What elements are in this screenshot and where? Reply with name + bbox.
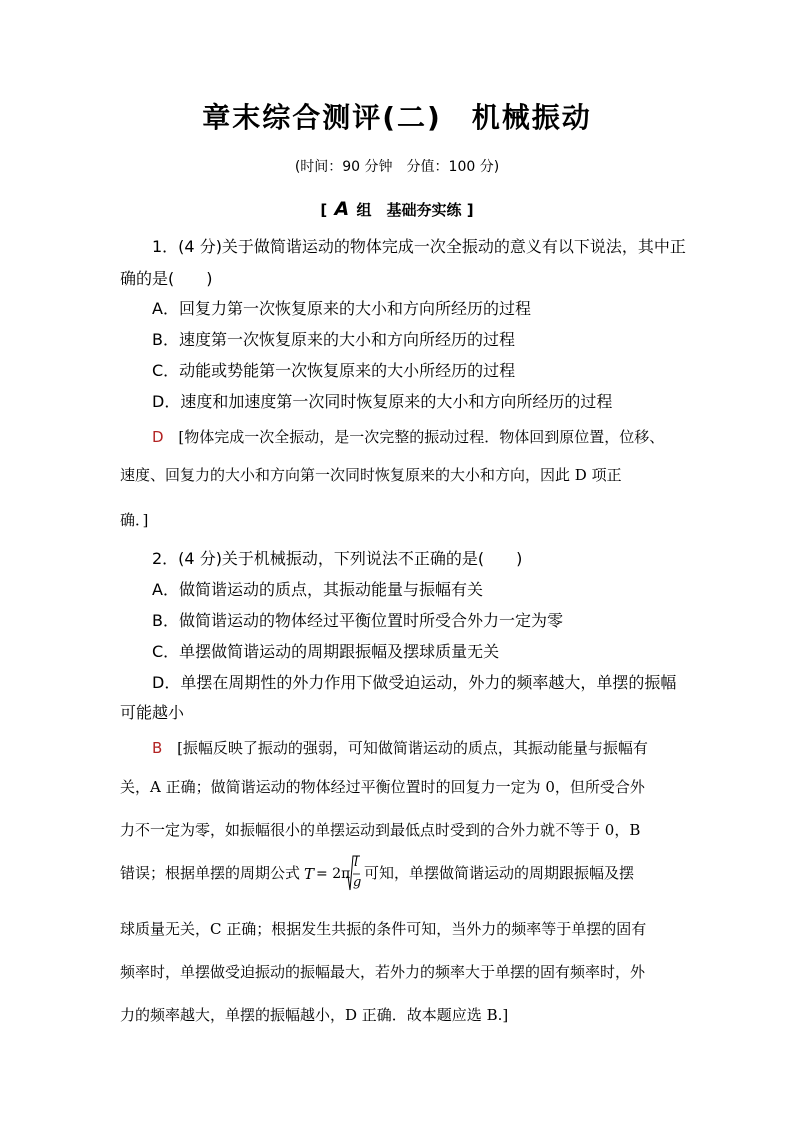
q1-explanation-line1 bbox=[152, 426, 664, 447]
q1-stem-line1: 1．(4 分)关于做简谐运动的物体完成一次全振动的意义有以下说法，其中正 bbox=[152, 237, 686, 256]
q2-option-d-line2: 可能越小 bbox=[120, 703, 185, 722]
pendulum-period-formula bbox=[304, 854, 360, 894]
q2-stem: 2．(4 分)关于机械振动，下列说法不正确的是( ) bbox=[152, 549, 523, 568]
group-label: 组 基础夯实练 bbox=[356, 201, 462, 219]
q2-option-a: A．做简谐运动的质点，其振动能量与振幅有关 bbox=[152, 580, 483, 599]
q2-exp-text1: [振幅反映了振动的强弱，可知做简谐运动的质点，其振动能量与振幅有 bbox=[177, 739, 648, 757]
title-sub: 机械振动 bbox=[471, 101, 592, 134]
q2-exp-text4-post: 可知，单摆做简谐运动的周期跟振幅及摆 bbox=[364, 864, 635, 882]
formula-t: T bbox=[304, 865, 315, 883]
title-main: 章末综合测评(二) bbox=[202, 101, 442, 134]
q2-answer-key: B bbox=[152, 739, 163, 757]
formula-denominator: g bbox=[353, 875, 362, 890]
q1-option-a: A．回复力第一次恢复原来的大小和方向所经历的过程 bbox=[152, 299, 531, 318]
q2-explanation-line5: 球质量无关，C 正确；根据发生共振的条件可知，当外力的频率等于单摆的固有 bbox=[120, 920, 647, 938]
page-title bbox=[0, 96, 794, 136]
q2-explanation-line2: 关，A 正确；做简谐运动的物体经过平衡位置时的回复力一定为 0，但所受合外 bbox=[120, 778, 645, 796]
group-letter: A bbox=[334, 198, 350, 220]
q1-option-d: D．速度和加速度第一次同时恢复原来的大小和方向所经历的过程 bbox=[152, 392, 613, 411]
formula-numerator: l bbox=[354, 855, 359, 870]
q1-option-b: B．速度第一次恢复原来的大小和方向所经历的过程 bbox=[152, 330, 515, 349]
q1-exp-text1: [物体完成一次全振动，是一次完整的振动过程．物体回到原位置，位移、 bbox=[178, 428, 665, 446]
q1-explanation-line2: 速度、回复力的大小和方向第一次同时恢复原来的大小和方向，因此 D 项正 bbox=[120, 466, 622, 484]
q2-explanation-line6: 频率时，单摆做受迫振动的振幅最大，若外力的频率大于单摆的固有频率时，外 bbox=[120, 963, 646, 981]
q2-explanation-line4 bbox=[120, 853, 634, 894]
q2-exp-text4-pre: 错误；根据单摆的周期公式 bbox=[120, 864, 301, 882]
q1-option-c: C．动能或势能第一次恢复原来的大小所经历的过程 bbox=[152, 361, 516, 380]
q2-explanation-line7: 力的频率越大，单摆的振幅越小，D 正确．故本题应选 B.] bbox=[120, 1006, 509, 1024]
q2-option-d-line1: D．单摆在周期性的外力作用下做受迫运动，外力的频率越大，单摆的振幅 bbox=[152, 673, 677, 692]
q1-stem-line2: 确的是( ) bbox=[120, 269, 213, 288]
q1-answer-key: D bbox=[152, 428, 164, 446]
q2-explanation-line1 bbox=[152, 737, 648, 758]
q1-explanation-line3: 确．] bbox=[120, 511, 149, 529]
group-heading bbox=[0, 198, 794, 220]
q2-option-c: C．单摆做简谐运动的周期跟振幅及摆球质量无关 bbox=[152, 642, 500, 661]
sqrt-sign-icon bbox=[304, 854, 360, 894]
q2-option-b: B．做简谐运动的物体经过平衡位置时所受合外力一定为零 bbox=[152, 611, 563, 630]
group-bracket-left: [ bbox=[320, 201, 328, 219]
exam-meta: (时间：90 分钟 分值：100 分) bbox=[294, 159, 500, 175]
formula-eq: = 2π bbox=[316, 866, 351, 882]
group-bracket-right: ] bbox=[466, 201, 474, 219]
q2-explanation-line3: 力不一定为零，如振幅很小的单摆运动到最低点时受到的合外力就不等于 0，B bbox=[120, 821, 641, 839]
